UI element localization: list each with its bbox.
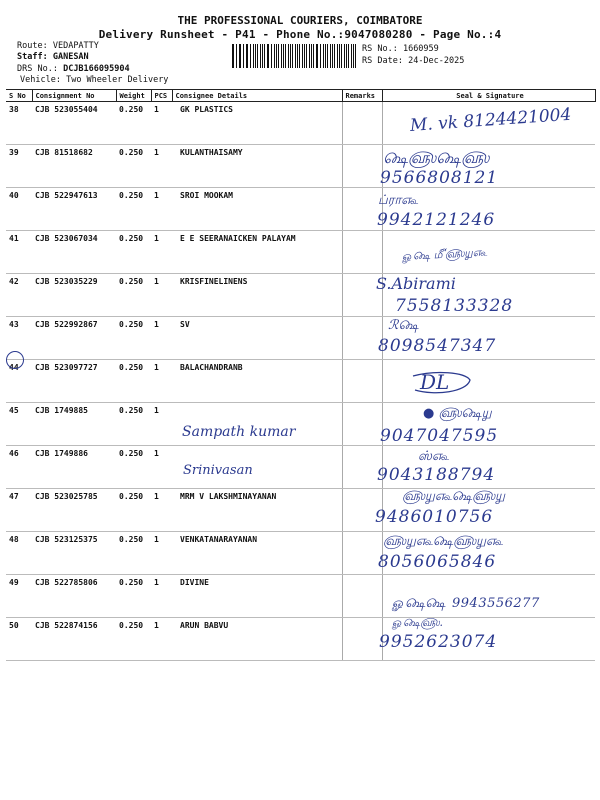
row-weight: 0.250	[116, 532, 151, 575]
runsheet-title: Delivery Runsheet - P41 - Phone No.:9047080280 - Page No.:4	[98, 28, 502, 41]
table-row	[6, 489, 595, 532]
company-name: THE PROFESSIONAL COURIERS, COIMBATORE	[177, 14, 423, 27]
row-pcs: 1	[151, 489, 172, 532]
col-consignee: Consignee Details	[172, 90, 342, 102]
row-sno: 38	[6, 102, 32, 145]
row-sno: 47	[6, 489, 32, 532]
signature-50-small: ௐ௸௵.	[392, 616, 443, 629]
barcode-bar	[240, 44, 241, 68]
signature-40-scribble: ப்ரா௷	[378, 193, 419, 208]
row-weight: 0.250	[116, 102, 151, 145]
table-row	[6, 446, 595, 489]
row-remarks	[342, 188, 382, 231]
signature-38: M. vk 8124421004	[409, 104, 572, 136]
name-42: S.Abirami	[376, 274, 456, 293]
row-sno: 49	[6, 575, 32, 618]
table-row	[6, 145, 595, 188]
rs-date-value: 24-Dec-2025	[408, 56, 465, 66]
row-consignee: GK PLASTICS	[172, 102, 342, 145]
row-consignment: CJB 81518682	[32, 145, 116, 188]
row-sno: 42	[6, 274, 32, 317]
row-consignee: DIVINE	[172, 575, 342, 618]
name-46: Srinivasan	[183, 463, 253, 478]
signature-43-scribble: ℛ௸	[388, 318, 419, 333]
phone-46: 9043188794	[377, 465, 496, 485]
barcode-bar	[257, 44, 258, 68]
row-pcs: 1	[151, 231, 172, 274]
row-weight: 0.250	[116, 618, 151, 661]
signature-45-scribble: ● ௵௸௶	[423, 406, 492, 421]
col-weight: Weight	[116, 90, 151, 102]
circle-mark-44	[6, 351, 24, 369]
row-consignment: CJB 523025785	[32, 489, 116, 532]
row-consignment: CJB 523097727	[32, 360, 116, 403]
row-remarks	[342, 575, 382, 618]
phone-48: 8056065846	[378, 552, 497, 572]
row-consignee: KRISFINELINENS	[172, 274, 342, 317]
row-consignee: SROI MOOKAM	[172, 188, 342, 231]
staff-value: GANESAN	[52, 52, 89, 62]
rs-no-label: RS No.:	[362, 44, 398, 54]
col-seal: Seal & Signature	[382, 90, 595, 102]
row-remarks	[342, 102, 382, 145]
phone-40: 9942121246	[377, 210, 496, 230]
barcode	[232, 44, 358, 68]
row-weight: 0.250	[116, 446, 151, 489]
rs-date-label: RS Date:	[362, 56, 403, 66]
drs-line	[17, 64, 130, 74]
rs-no-line	[362, 44, 439, 54]
table-row	[6, 403, 595, 446]
row-sno: 43	[6, 317, 32, 360]
row-consignee: MRM V LAKSHMINAYANAN	[172, 489, 342, 532]
phone-50-first: 9943556277	[452, 596, 540, 611]
phone-43: 8098547347	[378, 336, 497, 356]
signature-47-scribble: ௵௶௷௸௵௶	[402, 489, 505, 504]
row-remarks	[342, 446, 382, 489]
table-row	[6, 317, 595, 360]
vehicle-line	[20, 75, 168, 85]
staff-label: Staff:	[17, 52, 48, 62]
staff-line	[17, 52, 89, 62]
table-row	[6, 618, 595, 661]
rs-no-value: 1660959	[402, 44, 439, 54]
col-sno: S No	[6, 90, 32, 102]
rs-date-line	[362, 56, 464, 66]
row-consignee: BALACHANDRANB	[172, 360, 342, 403]
row-pcs: 1	[151, 403, 172, 446]
row-pcs: 1	[151, 532, 172, 575]
row-weight: 0.250	[116, 489, 151, 532]
row-consignment: CJB 522992867	[32, 317, 116, 360]
route-label: Route:	[17, 41, 48, 51]
row-remarks	[342, 145, 382, 188]
row-sno: 48	[6, 532, 32, 575]
row-remarks	[342, 317, 382, 360]
signature-44: DL	[420, 370, 450, 394]
col-consignment: Consignment No	[32, 90, 116, 102]
row-pcs: 1	[151, 575, 172, 618]
name-45: Sampath kumar	[182, 424, 296, 440]
row-weight: 0.250	[116, 145, 151, 188]
phone-42: 7558133328	[395, 296, 514, 316]
vehicle-label: Vehicle:	[20, 75, 61, 85]
row-consignment: CJB 523067034	[32, 231, 116, 274]
row-pcs: 1	[151, 446, 172, 489]
table-row	[6, 532, 595, 575]
row-consignee: KULANTHAISAMY	[172, 145, 342, 188]
row-remarks	[342, 532, 382, 575]
signature-50-scribble: ௐ௸௸	[392, 596, 446, 611]
row-remarks	[342, 231, 382, 274]
row-remarks	[342, 618, 382, 661]
row-pcs: 1	[151, 317, 172, 360]
row-weight: 0.250	[116, 403, 151, 446]
row-sno: 41	[6, 231, 32, 274]
row-pcs: 1	[151, 360, 172, 403]
row-consignment: CJB 523055404	[32, 102, 116, 145]
row-pcs: 1	[151, 102, 172, 145]
drs-label: DRS No.:	[17, 64, 58, 74]
col-remarks: Remarks	[342, 90, 382, 102]
row-pcs: 1	[151, 188, 172, 231]
row-sno: 40	[6, 188, 32, 231]
phone-50-second: 9952623074	[379, 632, 498, 652]
barcode-bar	[323, 44, 324, 68]
row-consignment: CJB 1749886	[32, 446, 116, 489]
row-weight: 0.250	[116, 360, 151, 403]
row-pcs: 1	[151, 618, 172, 661]
signature-39-scribble: ௸௵௸௵	[383, 148, 490, 167]
barcode-bar	[302, 44, 303, 68]
row-remarks	[342, 403, 382, 446]
vehicle-value: Two Wheeler Delivery	[66, 75, 169, 85]
row-consignment: CJB 523125375	[32, 532, 116, 575]
row-consignment: CJB 522947613	[32, 188, 116, 231]
route-line	[17, 41, 99, 51]
drs-value: DCJB166095904	[63, 64, 130, 74]
row-consignee: VENKATANARAYANAN	[172, 532, 342, 575]
phone-47: 9486010756	[375, 507, 494, 527]
row-weight: 0.250	[116, 231, 151, 274]
signature-41-scribble: ௐ௸ ௴௵௶௷	[401, 245, 488, 263]
row-weight: 0.250	[116, 188, 151, 231]
table-row	[6, 188, 595, 231]
row-sno: 45	[6, 403, 32, 446]
col-pcs: PCS	[151, 90, 172, 102]
table-row	[6, 360, 595, 403]
row-consignment: CJB 522785806	[32, 575, 116, 618]
row-consignee: ARUN BABVU	[172, 618, 342, 661]
row-pcs: 1	[151, 274, 172, 317]
signature-48-scribble: ௵௶௷௸௵௶௷	[383, 534, 503, 549]
row-sno: 44	[6, 360, 32, 403]
phone-45: 9047047595	[380, 426, 499, 446]
row-sno: 50	[6, 618, 32, 661]
row-pcs: 1	[151, 145, 172, 188]
route-value: VEDAPATTY	[52, 41, 99, 51]
row-consignee: E E SEERANAICKEN PALAYAM	[172, 231, 342, 274]
barcode-bar	[281, 44, 282, 68]
barcode-bar	[344, 44, 345, 68]
row-weight: 0.250	[116, 575, 151, 618]
row-consignment: CJB 522874156	[32, 618, 116, 661]
signature-46-scribble: ஸ்௷	[418, 449, 449, 464]
row-sno: 46	[6, 446, 32, 489]
row-weight: 0.250	[116, 274, 151, 317]
row-weight: 0.250	[116, 317, 151, 360]
row-consignment: CJB 1749885	[32, 403, 116, 446]
table-header-row	[6, 90, 595, 102]
table-row	[6, 231, 595, 274]
phone-39: 9566808121	[380, 168, 499, 188]
row-consignment: CJB 523035229	[32, 274, 116, 317]
row-sno: 39	[6, 145, 32, 188]
runsheet-table	[6, 89, 596, 661]
row-consignee: SV	[172, 317, 342, 360]
row-remarks	[342, 360, 382, 403]
signature-44-loop	[405, 368, 475, 398]
